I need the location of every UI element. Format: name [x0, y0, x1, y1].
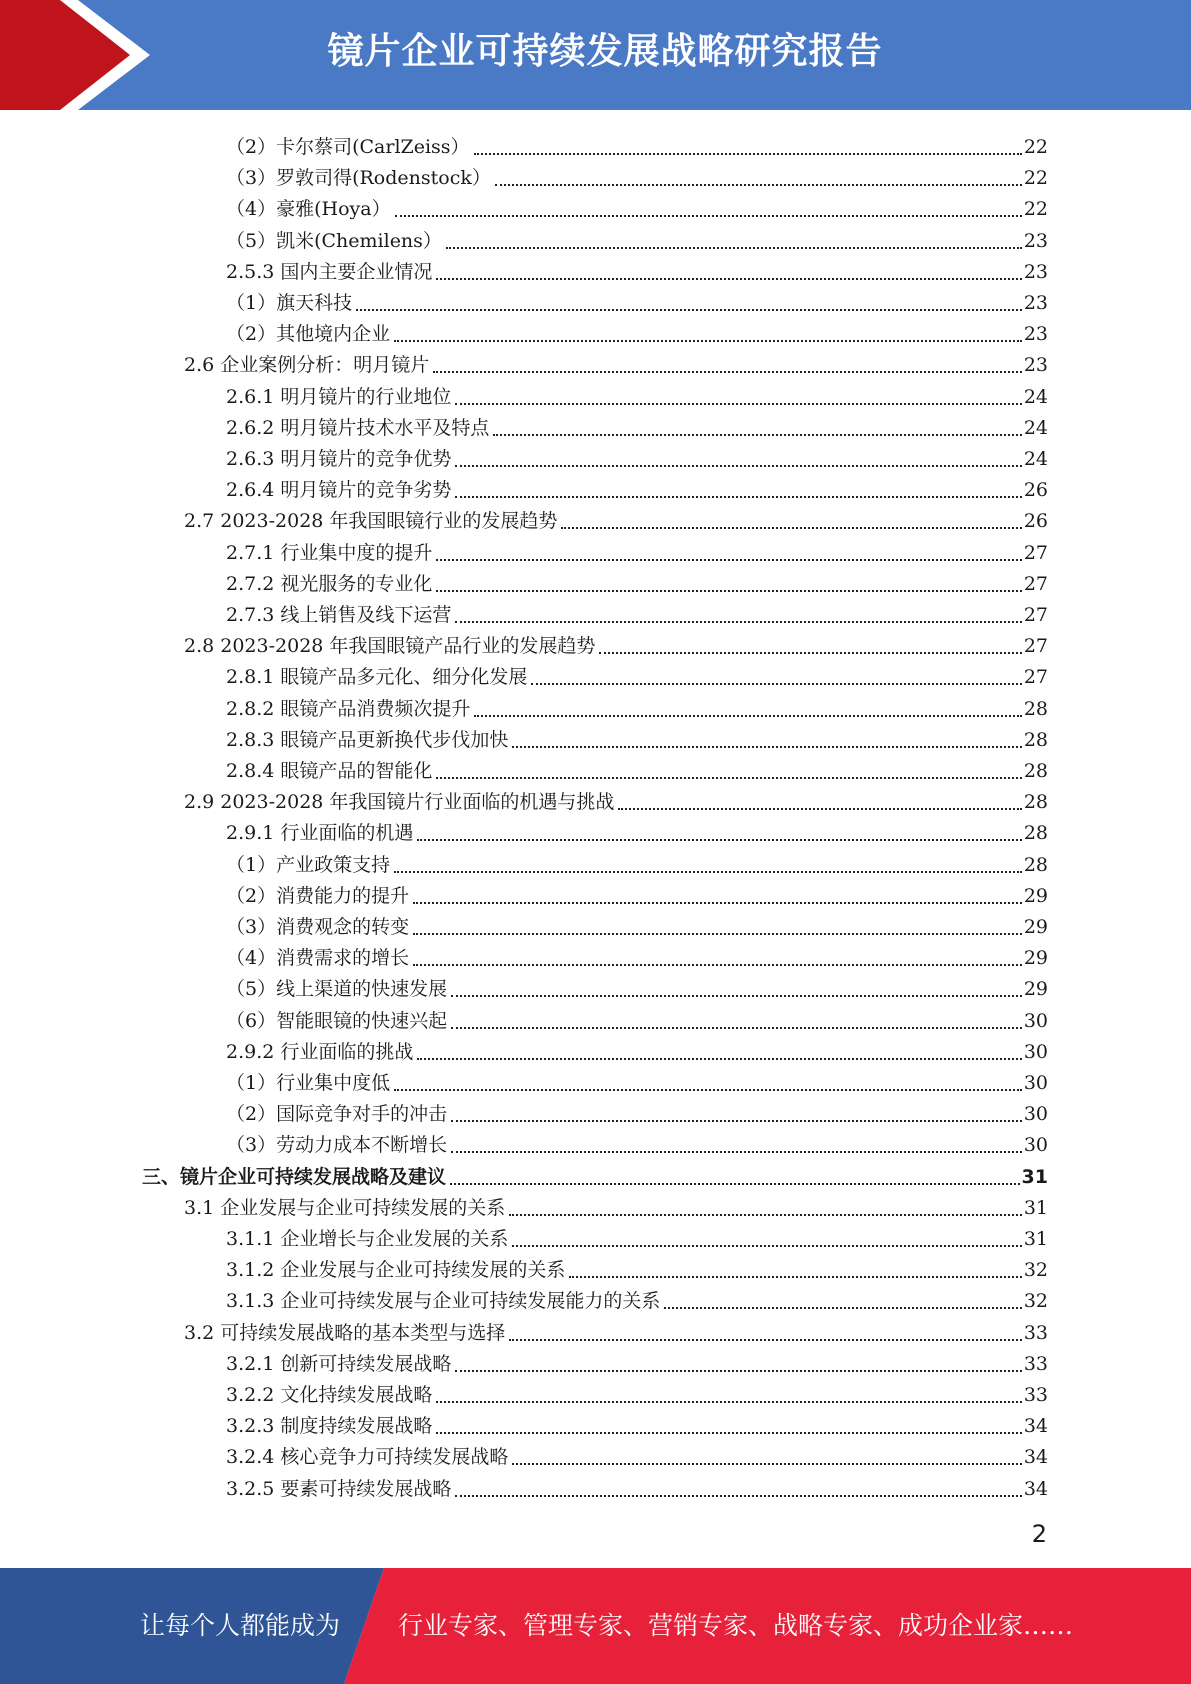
toc-entry[interactable] — [0, 346, 1048, 377]
toc-entry-label: （2）卡尔蔡司(CarlZeiss） — [226, 136, 470, 158]
toc-dot-leader — [509, 1213, 1022, 1216]
toc-entry[interactable] — [0, 752, 1048, 783]
toc-entry-page: 23 — [1023, 261, 1048, 283]
toc-entry-page: 30 — [1023, 1041, 1048, 1063]
toc-dot-leader — [394, 339, 1022, 342]
toc-entry-page: 24 — [1023, 417, 1048, 439]
toc-entry[interactable] — [0, 253, 1048, 284]
toc-entry-label: 2.7.1 行业集中度的提升 — [226, 542, 433, 564]
toc-dot-leader — [493, 433, 1021, 436]
toc-entry[interactable] — [0, 627, 1048, 658]
toc-dot-leader — [512, 1244, 1021, 1247]
toc-entry-page: 22 — [1023, 167, 1048, 189]
toc-dot-leader — [451, 1150, 1022, 1153]
toc-entry-label: （1）旗天科技 — [226, 292, 353, 314]
toc-entry-page: 31 — [1021, 1166, 1048, 1188]
toc-entry-page: 33 — [1023, 1322, 1048, 1344]
toc-entry-label: 3.2.3 制度持续发展战略 — [226, 1415, 433, 1437]
toc-entry[interactable] — [0, 658, 1048, 689]
toc-dot-leader — [569, 1275, 1021, 1278]
toc-dot-leader — [531, 682, 1021, 685]
toc-entry-label: 2.6.1 明月镜片的行业地位 — [226, 386, 452, 408]
toc-entry-label: （3）劳动力成本不断增长 — [226, 1134, 448, 1156]
toc-entry-page: 32 — [1023, 1290, 1048, 1312]
toc-entry-page: 30 — [1023, 1134, 1048, 1156]
toc-dot-leader — [395, 214, 1022, 217]
toc-dot-leader — [474, 714, 1021, 717]
toc-entry-label: 2.9.1 行业面临的机遇 — [226, 822, 414, 844]
toc-dot-leader — [436, 1400, 1021, 1403]
toc-entry[interactable] — [0, 1376, 1048, 1407]
toc-dot-leader — [436, 277, 1021, 280]
toc-dot-leader — [417, 838, 1021, 841]
toc-entry[interactable] — [0, 222, 1048, 253]
toc-dot-leader — [413, 901, 1022, 904]
toc-entry-label: 3.2.4 核心竞争力可持续发展战略 — [226, 1446, 509, 1468]
toc-entry-page: 23 — [1023, 230, 1048, 252]
toc-entry-label: （6）智能眼镜的快速兴起 — [226, 1010, 448, 1032]
toc-dot-leader — [455, 402, 1021, 405]
toc-entry-label: （4）豪雅(Hoya） — [226, 198, 391, 220]
toc-dot-leader — [455, 464, 1021, 467]
toc-entry[interactable] — [0, 471, 1048, 502]
toc-dot-leader — [455, 1369, 1021, 1372]
toc-entry-page: 28 — [1023, 760, 1048, 782]
toc-entry-label: 2.8.4 眼镜产品的智能化 — [226, 760, 433, 782]
toc-entry[interactable] — [0, 565, 1048, 596]
toc-dot-leader — [451, 1026, 1022, 1029]
toc-entry-page: 27 — [1023, 666, 1048, 688]
toc-dot-leader — [433, 370, 1022, 373]
toc-entry-page: 26 — [1023, 479, 1048, 501]
toc-entry-page: 27 — [1023, 542, 1048, 564]
toc-entry-page: 34 — [1023, 1446, 1048, 1468]
toc-entry-label: 2.6.4 明月镜片的竞争劣势 — [226, 479, 452, 501]
toc-entry[interactable] — [0, 284, 1048, 315]
toc-entry-page: 24 — [1023, 448, 1048, 470]
toc-entry[interactable] — [0, 939, 1048, 970]
toc-dot-leader — [599, 651, 1021, 654]
toc-entry-page: 27 — [1023, 635, 1048, 657]
toc-dot-leader — [436, 776, 1021, 779]
toc-entry-label: （3）罗敦司得(Rodenstock） — [226, 167, 491, 189]
toc-entry[interactable] — [0, 814, 1048, 845]
toc-entry-page: 33 — [1023, 1353, 1048, 1375]
toc-entry-label: 2.9 2023-2028 年我国镜片行业面临的机遇与挑战 — [184, 791, 615, 813]
footer-banner — [0, 1568, 1191, 1684]
toc-entry-label: 2.8.2 眼镜产品消费频次提升 — [226, 698, 471, 720]
toc-entry-label: 3.1 企业发展与企业可持续发展的关系 — [184, 1197, 506, 1219]
toc-entry-page: 23 — [1023, 354, 1048, 376]
toc-dot-leader — [446, 246, 1022, 249]
toc-entry-page: 23 — [1023, 292, 1048, 314]
toc-entry-page: 31 — [1023, 1228, 1048, 1250]
toc-entry-label: 2.8.3 眼镜产品更新换代步伐加快 — [226, 729, 509, 751]
toc-entry[interactable] — [0, 1407, 1048, 1438]
toc-entry-label: （3）消费观念的转变 — [226, 916, 410, 938]
toc-entry-page: 28 — [1023, 729, 1048, 751]
toc-entry-page: 34 — [1023, 1415, 1048, 1437]
toc-entry-label: 2.8.1 眼镜产品多元化、细分化发展 — [226, 666, 528, 688]
toc-entry-label: （2）消费能力的提升 — [226, 885, 410, 907]
toc-dot-leader — [451, 1119, 1022, 1122]
toc-entry-page: 27 — [1023, 573, 1048, 595]
toc-entry[interactable] — [0, 596, 1048, 627]
toc-entry-page: 31 — [1023, 1197, 1048, 1219]
toc-dot-leader — [561, 526, 1021, 529]
toc-entry[interactable] — [0, 1064, 1048, 1095]
toc-entry-label: （4）消费需求的增长 — [226, 947, 410, 969]
toc-entry-page: 24 — [1023, 386, 1048, 408]
toc-entry[interactable] — [0, 1438, 1048, 1469]
toc-entry-label: 2.8 2023-2028 年我国眼镜产品行业的发展趋势 — [184, 635, 596, 657]
toc-entry[interactable] — [0, 128, 1048, 159]
toc-entry-label: 2.7 2023-2028 年我国眼镜行业的发展趋势 — [184, 510, 558, 532]
toc-entry-label: 2.7.3 线上销售及线下运营 — [226, 604, 452, 626]
toc-dot-leader — [455, 1494, 1021, 1497]
toc-entry[interactable] — [0, 190, 1048, 221]
toc-entry-label: （5）线上渠道的快速发展 — [226, 978, 448, 1000]
toc-entry-label: 2.5.3 国内主要企业情况 — [226, 261, 433, 283]
toc-entry-page: 28 — [1023, 698, 1048, 720]
toc-entry-page: 34 — [1023, 1478, 1048, 1500]
toc-entry-label: 2.6.2 明月镜片技术水平及特点 — [226, 417, 490, 439]
toc-entry[interactable] — [0, 783, 1048, 814]
toc-dot-leader — [618, 807, 1021, 810]
toc-entry-page: 30 — [1023, 1010, 1048, 1032]
toc-entry-label: 3.2.2 文化持续发展战略 — [226, 1384, 433, 1406]
toc-entry-label: 3.2.5 要素可持续发展战略 — [226, 1478, 452, 1500]
toc-entry-label: 3.2.1 创新可持续发展战略 — [226, 1353, 452, 1375]
page-number: 2 — [1031, 1520, 1047, 1548]
toc-entry[interactable] — [0, 846, 1048, 877]
toc-dot-leader — [512, 745, 1021, 748]
toc-entry[interactable] — [0, 1033, 1048, 1064]
toc-dot-leader — [413, 963, 1022, 966]
toc-entry-page: 22 — [1023, 198, 1048, 220]
toc-entry-page: 33 — [1023, 1384, 1048, 1406]
toc-entry[interactable] — [0, 908, 1048, 939]
toc-entry-label: 3.2 可持续发展战略的基本类型与选择 — [184, 1322, 506, 1344]
toc-dot-leader — [394, 1088, 1022, 1091]
toc-entry-label: 2.9.2 行业面临的挑战 — [226, 1041, 414, 1063]
toc-dot-leader — [474, 152, 1022, 155]
toc-entry[interactable] — [0, 970, 1048, 1001]
toc-entry-label: 3.1.2 企业发展与企业可持续发展的关系 — [226, 1259, 566, 1281]
toc-entry[interactable] — [0, 378, 1048, 409]
toc-dot-leader — [436, 1431, 1021, 1434]
toc-entry-page: 28 — [1023, 854, 1048, 876]
toc-dot-leader — [664, 1306, 1021, 1309]
toc-entry-label: 3.1.1 企业增长与企业发展的关系 — [226, 1228, 509, 1250]
toc-entry-page: 28 — [1023, 791, 1048, 813]
toc-entry[interactable] — [0, 1251, 1048, 1282]
toc-entry-label: 三、镜片企业可持续发展战略及建议 — [142, 1166, 447, 1188]
toc-dot-leader — [509, 1338, 1022, 1341]
toc-dot-leader — [417, 1057, 1021, 1060]
toc-entry[interactable] — [0, 690, 1048, 721]
toc-entry-label: （1）行业集中度低 — [226, 1072, 391, 1094]
toc-entry[interactable] — [0, 1189, 1048, 1220]
toc-entry[interactable] — [0, 1095, 1048, 1126]
toc-entry-label: 2.7.2 视光服务的专业化 — [226, 573, 433, 595]
toc-entry-label: （1）产业政策支持 — [226, 854, 391, 876]
toc-entry[interactable] — [0, 721, 1048, 752]
toc-entry-label: （2）国际竞争对手的冲击 — [226, 1103, 448, 1125]
toc-dot-leader — [436, 589, 1021, 592]
toc-entry[interactable] — [0, 1126, 1048, 1157]
toc-dot-leader — [451, 994, 1022, 997]
toc-entry-label: （2）其他境内企业 — [226, 323, 391, 345]
toc-entry[interactable] — [0, 159, 1048, 190]
header-banner — [0, 0, 1191, 110]
toc-entry-label: 2.6 企业案例分析：明月镜片 — [184, 354, 430, 376]
toc-entry-label: 2.6.3 明月镜片的竞争优势 — [226, 448, 452, 470]
toc-dot-leader — [495, 183, 1022, 186]
toc-entry-page: 23 — [1023, 323, 1048, 345]
toc-entry[interactable] — [0, 1345, 1048, 1376]
toc-entry[interactable] — [0, 1158, 1048, 1189]
toc-entry[interactable] — [0, 1002, 1048, 1033]
toc-entry[interactable] — [0, 877, 1048, 908]
toc-entry[interactable] — [0, 1314, 1048, 1345]
toc-entry-page: 29 — [1023, 947, 1048, 969]
toc-entry-page: 30 — [1023, 1103, 1048, 1125]
toc-entry-page: 32 — [1023, 1259, 1048, 1281]
toc-entry[interactable] — [0, 1220, 1048, 1251]
toc-entry[interactable] — [0, 1282, 1048, 1313]
toc-dot-leader — [394, 870, 1022, 873]
toc-dot-leader — [413, 932, 1022, 935]
toc-entry[interactable] — [0, 440, 1048, 471]
toc-entry[interactable] — [0, 1470, 1048, 1501]
toc-entry[interactable] — [0, 534, 1048, 565]
toc-entry[interactable] — [0, 315, 1048, 346]
toc-dot-leader — [455, 495, 1021, 498]
toc-entry-page: 28 — [1023, 822, 1048, 844]
toc-entry-page: 27 — [1023, 604, 1048, 626]
toc-entry-label: 3.1.3 企业可持续发展与企业可持续发展能力的关系 — [226, 1290, 661, 1312]
toc-dot-leader — [436, 558, 1021, 561]
toc-entry-page: 22 — [1023, 136, 1048, 158]
report-title: 镜片企业可持续发展战略研究报告 — [327, 31, 883, 72]
toc-entry-page: 29 — [1023, 885, 1048, 907]
toc-dot-leader — [512, 1462, 1021, 1465]
toc-dot-leader — [455, 620, 1021, 623]
toc-entry-page: 29 — [1023, 978, 1048, 1000]
toc-entry-page: 29 — [1023, 916, 1048, 938]
toc-entry[interactable] — [0, 409, 1048, 440]
toc-entry-page: 26 — [1023, 510, 1048, 532]
footer-slogan-right: 行业专家、管理专家、营销专家、战略专家、成功企业家…… — [398, 1611, 1074, 1640]
toc-entry[interactable] — [0, 502, 1048, 533]
footer-slogan-left: 让每个人都能成为 — [140, 1611, 341, 1640]
toc-dot-leader — [356, 308, 1022, 311]
toc-dot-leader — [450, 1182, 1020, 1185]
toc-entry-page: 30 — [1023, 1072, 1048, 1094]
toc-entry-label: （5）凯米(Chemilens） — [226, 230, 442, 252]
